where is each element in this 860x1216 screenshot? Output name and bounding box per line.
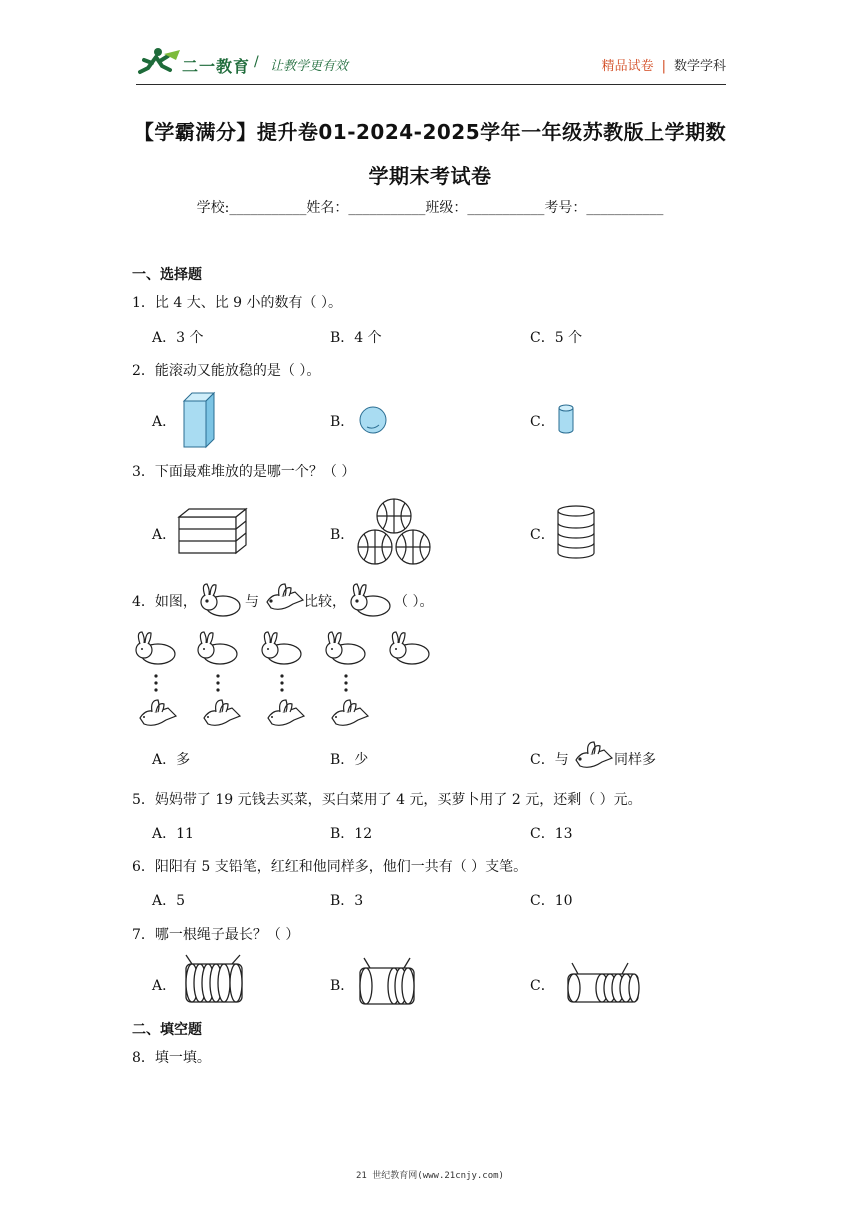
question-2-stem: 2．能滚动又能放稳的是（ ）。: [132, 363, 321, 379]
question-5-stem: 5．妈妈带了 19 元钱去买菜，买白菜用了 4 元，买萝卜用了 2 元，还剩（ ）元。: [132, 792, 642, 808]
bird-icon: [204, 700, 240, 725]
q4-option-a: A．多: [152, 752, 191, 768]
sphere-icon: [358, 405, 388, 435]
cuboid-icon: [182, 391, 216, 449]
question-6-stem: 6．阳阳有 5 支铅笔，红红和他同样多，他们一共有（ ）支笔。: [132, 859, 528, 875]
premium-label: 精品试卷: [601, 59, 654, 74]
q5-option-c: C．13: [530, 826, 573, 842]
rabbit-icon: [199, 582, 243, 618]
bird-icon: [332, 700, 368, 725]
q3-option-b: B．: [330, 527, 355, 543]
q4-figure: [132, 630, 442, 730]
q2-option-a: A．: [152, 414, 177, 430]
logo-text: 二一教育: [182, 57, 251, 76]
rabbit-icon: [390, 632, 429, 664]
question-3-stem: 3．下面最难堆放的是哪一个？（ ）: [132, 464, 356, 480]
rabbit-icon: [198, 632, 237, 664]
q4-option-c-suffix: 同样多: [614, 752, 656, 768]
stacked-cylinders-icon: [556, 505, 596, 559]
q2-option-b: B．: [330, 414, 355, 430]
header-divider: [136, 84, 726, 85]
rabbit-icon: [326, 632, 365, 664]
basketballs-icon: [357, 498, 433, 566]
brand-logo: [136, 44, 386, 84]
bird-icon: [572, 740, 614, 772]
q5-option-b: B．12: [330, 826, 373, 842]
q7-option-b: B．: [330, 978, 355, 994]
q1-option-a: A．3 个: [152, 330, 204, 346]
student-info-line: 学校:___________姓名：___________班级：___________考号：___________: [196, 200, 664, 216]
rope-coil-a-icon: [182, 954, 248, 1006]
q1-option-b: B．4 个: [330, 330, 382, 346]
q7-option-a: A．: [152, 978, 177, 994]
bird-icon: [140, 700, 176, 725]
question-7-stem: 7．哪一根绳子最长？（ ）: [132, 927, 300, 943]
logo-separator: /: [254, 54, 259, 70]
q3-option-a: A．: [152, 527, 177, 543]
question-8-stem: 8．填一填。: [132, 1050, 211, 1066]
rope-coil-b-icon: [356, 956, 420, 1006]
page-footer: 21 世纪教育网(www.21cnjy.com): [356, 1171, 504, 1181]
q6-option-b: B．3: [330, 893, 364, 909]
q2-option-c: C．: [530, 414, 555, 430]
bird-icon: [263, 582, 305, 614]
q6-option-c: C．10: [530, 893, 573, 909]
q6-option-a: A．5: [152, 893, 186, 909]
rabbit-icon: [262, 632, 301, 664]
runner-logo-icon: [136, 46, 184, 82]
q4-comparison-figure: [132, 630, 442, 730]
bird-icon: [268, 700, 304, 725]
q5-option-a: A．11: [152, 826, 194, 842]
section-heading-fill: 二、填空题: [132, 1022, 202, 1038]
question-4-stem-c: 比较，: [304, 594, 346, 610]
question-4-stem-a: 4．如图，: [132, 594, 197, 610]
q1-option-c: C．5 个: [530, 330, 583, 346]
subject-label: 数学学科: [673, 59, 726, 74]
cylinder-icon: [557, 404, 577, 436]
question-4-stem-d: （ ）。: [394, 594, 434, 610]
dotted-connectors: [154, 674, 347, 691]
question-1-stem: 1．比 4 大、比 9 小的数有（ ）。: [132, 295, 342, 311]
q3-option-c: C．: [530, 527, 555, 543]
rope-coil-c-icon: [564, 960, 642, 1006]
section-heading-choice: 一、选择题: [132, 267, 202, 283]
rabbit-icon: [349, 582, 393, 618]
q7-option-c: C．: [530, 978, 555, 994]
header-subject: [602, 55, 726, 74]
rabbit-icon: [136, 632, 175, 664]
q4-option-c-prefix: C．与: [530, 752, 569, 768]
question-4-stem-b: 与: [245, 594, 259, 610]
page-title: 【学霸满分】提升卷01-2024-2025学年一年级苏教版上学期数: [133, 120, 727, 144]
slogan: 让教学更有效: [270, 59, 349, 74]
page-title-line2: 学期末考试卷: [368, 164, 492, 188]
stacked-boxes-icon: [178, 507, 248, 555]
q4-option-b: B．少: [330, 752, 369, 768]
header-separator: |: [661, 59, 666, 74]
